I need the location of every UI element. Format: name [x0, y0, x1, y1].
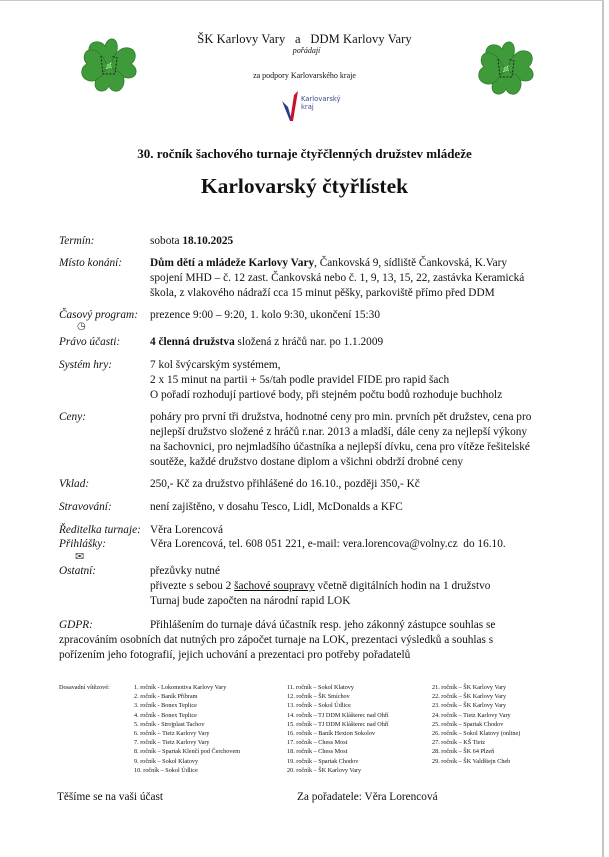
field-label: Ceny: [59, 411, 86, 423]
field-label: Časový program: [59, 309, 138, 321]
list-item: 25. ročník – Spartak Chodov [432, 720, 504, 728]
list-item: 26. ročník – Sokol Klatovy (online) [432, 730, 521, 738]
organize-verb: pořádají [292, 46, 321, 55]
gdpr-section: GDPR: Přihlášením do turnaje dává účastník resp. jeho zákonný zástupce souhlas se zpracováním osobních dat nutných pro zápočet turnaje na LOK, prezentaci výsledků a souhlas s pořízením jeho fotografií, jejich uchování a prezentaci pro potřeby pořadatelů [59, 619, 496, 661]
list-item: 13. ročník – Sokol Údlice [287, 702, 351, 710]
organizer-signature: Za pořadatele: Věra Lorencová [297, 791, 438, 803]
event-subtitle: 30. ročník šachového turnaje čtyřčlenných družstev mládeže [137, 146, 472, 161]
karlovarsky-kraj-logo [280, 89, 350, 129]
list-item: 23. ročník – ŠK Karlovy Vary [432, 702, 507, 710]
closing-greeting: Těšíme se na vaši účast [57, 791, 164, 803]
list-item: 29. ročník – ŠK Valdštejn Cheb [432, 757, 511, 765]
field-label: Ředitelka turnaje: [59, 524, 141, 536]
logo-text: Karlovarský kraj [301, 95, 341, 111]
region-logo-icon [280, 89, 302, 125]
organizers-heading: ŠK Karlovy Vary a DDM Karlovy Vary [197, 32, 412, 46]
field-label: Ostatní: [59, 565, 97, 577]
list-item: 19. ročník – Spartak Chodov [287, 757, 359, 765]
winners-column-2 [287, 683, 389, 775]
list-item: 15. ročník – TJ DDM Klášterec nad Ohří [287, 720, 389, 728]
winners-column-1 [134, 683, 240, 775]
list-item: 3. ročník - Bonex Teplice [134, 702, 197, 710]
list-item: 14. ročník – TJ DDM Klášterec nad Ohří [287, 711, 389, 719]
field-label: Právo účasti: [59, 336, 121, 348]
list-item: 21. ročník – ŠK Karlovy Vary [432, 684, 507, 691]
list-item: 8. ročník – Spartak Klenčí pod Čerchovem [134, 748, 241, 756]
list-item: 1. ročník - Lokomotiva Karlovy Vary [134, 684, 227, 691]
envelope-icon: ✉ [75, 551, 85, 563]
field-label: Systém hry: [59, 359, 113, 371]
field-label: Stravování: [59, 501, 112, 513]
list-item: 10. ročník – Sokol Údlice [134, 766, 198, 774]
list-item: 5. ročník - Strojplast Tachov [134, 720, 205, 728]
list-item: 9. ročník – Sokol Klatovy [134, 757, 199, 765]
list-item: 24. ročník – Tietz Karlovy Vary [432, 711, 511, 719]
list-item: 2. ročník - Baník Příbram [134, 693, 198, 701]
list-item: 7. ročník – Tietz Karlovy Vary [134, 739, 210, 747]
document-page: ŠK Karlovy Vary a DDM Karlovy Vary pořádají za podpory Karlovarského kraje Karlovarský kraj 30. ročník šachového turnaje čtyřčlenných družstev mládeže Karlovarský čtyřlístek Termín: sobota 18.10.2025 Místo konání: Dům dětí a mládeže Karlovy Vary, Čankovská 9, sídliště Čankovská, K.Vary spojení MHD – č. 12 zast. Čankovská nebo č. 1, 9, 13, 15, 22, zastávka Keramická škola, z vlakového nádraží cca 15 minut pěšky, parkoviště přímo před DDM Časový program: prezence 9:00 – 9:20, 1. kolo 9:30, ukončení 15:30 ◷ Právo účasti: 4 členná družstva složená z hráčů nar. po 1.1.2009 Systém hry: 7 kol švýcarským systémem, 2 x 15 minut na partii + 5s/tah podle pravidel FIDE pro rapid šach O pořadí rozhodují partiové body, při stejném počtu bodů rozhoduje buchholz Ceny: poháry pro první tři družstva, hodnotné ceny pro min. prvních pět družstev, cena pro nejlepší družstvo složené z hráčů r.nar. 2013 a mladší, dále ceny za nejlepší výkony na šachovnici, pro nejmladšího účastníka a nejlepší dívku, cena pro vítěze řešitelské soutěže, každé družstvo dostane diplom a všichni obdrží drobné ceny Vklad: 250,- Kč za družstvo přihlášené do 16.10., později 350,- Kč Stravování: není zajištěno, v dosahu Tesco, Lidl, McDonalds a KFC Ředitelka turnaje: Věra Lorencová Přihlášky: Věra Lorencová, tel. 608 051 221, e-mail: vera.lorencova@volny.cz do 16.10. ✉ Ostatní: přezůvky nutné přivezte s sebou 2 šachové soupravy včetně digitálních hodin na 1 družstvo Turnaj bude započten na národní rapid LOK GDPR: Přihlášením do turnaje dává účastník resp. jeho zákonný zástupce souhlas se zpracováním osobních dat nutných pro zápočet turnaje na LOK, prezentaci výsledků a souhlas s pořízením jeho fotografií, jejich uchování a prezentaci pro potřeby pořadatelů Dosavadní vítězové: 1. ročník - Lokomotiva Karlovy Vary 2. ročník - Baník Příbram 3. ročník - Bonex Teplice 4. ročník - Bonex Teplice 5. ročník - Strojplast Tachov 6. ročník – Tietz Karlovy Vary 7. ročník – Tietz Karlovy Vary 8. ročník – Spartak Klenčí pod Čerchovem 9. ročník – Sokol Klatovy 10. ročník – Sokol Údlice 11. ročník – Sokol Klatovy 12. ročník – ŠK Smíchov 13. ročník – Sokol Údlice 14. ročník – TJ DDM Klášterec nad Ohří 15. ročník – TJ DDM Klášterec nad Ohří 16. ročník – Baník Hexion Sokolov 17. ročník – Chess Most 18. ročník – Chess Most 19. ročník – Spartak Chodov 20. ročník – ŠK Karlovy Vary 21. ročník – ŠK Karlovy Vary 22. ročník – ŠK Karlovy Vary 23. ročník – ŠK Karlovy Vary 24. ročník – Tietz Karlovy Vary 25. ročník – Spartak Chodov 26. ročník – Sokol Klatovy (online) 27. ročník – KŠ Tietz 28. ročník – ŠK 64 Plzeň 29. ročník – ŠK Valdštejn Cheb Těšíme se na vaši účast Za pořadatele: Věra Lorencová [0, 0, 604, 857]
winners-label: Dosavadní vítězové: [59, 684, 110, 691]
support-text: za podpory Karlovarského kraje [253, 71, 356, 80]
list-item: 20. ročník – ŠK Karlovy Vary [287, 766, 362, 774]
list-item: 12. ročník – ŠK Smíchov [287, 693, 350, 701]
list-item: 27. ročník – KŠ Tietz [432, 739, 486, 747]
field-label: Termín: [59, 235, 95, 247]
winners-column-3 [432, 683, 520, 766]
list-item: 11. ročník – Sokol Klatovy [287, 684, 354, 691]
clock-icon: ◷ [77, 321, 86, 332]
list-item: 16. ročník – Baník Hexion Sokolov [287, 730, 375, 738]
list-item: 22. ročník – ŠK Karlovy Vary [432, 693, 507, 701]
list-item: 6. ročník – Tietz Karlovy Vary [134, 730, 210, 738]
field-label: Přihlášky: [59, 538, 107, 550]
list-item: 17. ročník – Chess Most [287, 739, 348, 747]
chess-sets-link[interactable]: šachové soupravy [234, 580, 315, 592]
list-item: 18. ročník – Chess Most [287, 748, 348, 756]
gdpr-label: GDPR: [59, 619, 93, 631]
list-item: 4. ročník - Bonex Teplice [134, 711, 197, 719]
field-label: Vklad: [59, 478, 90, 490]
field-label: Místo konání: [59, 257, 123, 269]
list-item: 28. ročník – ŠK 64 Plzeň [432, 748, 495, 756]
event-title: Karlovarský čtyřlístek [200, 174, 409, 198]
